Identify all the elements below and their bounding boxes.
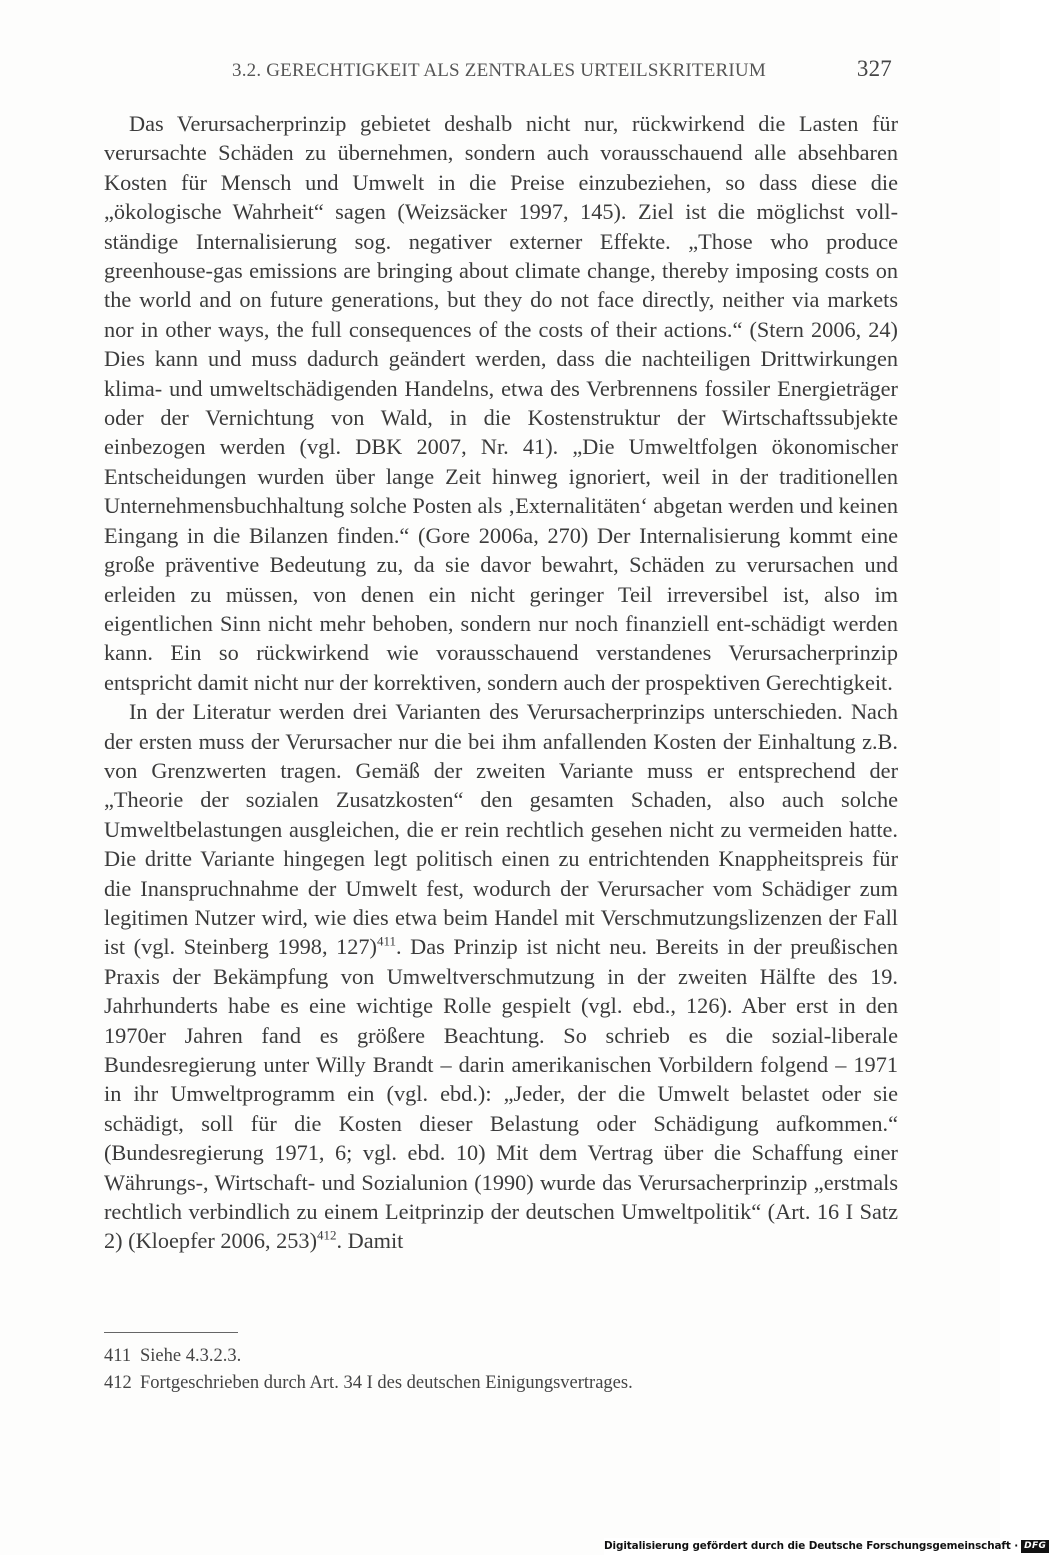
paragraph	[104, 109, 898, 697]
funding-notice	[604, 1538, 1047, 1555]
funding-text: Digitalisierung gefördert durch die Deutsche Forschungsgemeinschaft ·	[604, 1540, 1019, 1552]
paragraph-text: In der Literatur werden drei Varianten des Verursacherprinzips unterschieden. Nach der ersten muss der Verursacher nur die bei ihm anfallenden Kosten der Einhaltung z.B. von Grenzwerten tragen. Gemäß der zweiten Variante muss er entsprechend der „Theorie der sozialen Zusatzkosten“ den gesamten Schaden, also auch solche Umweltbelastungen ausgleichen, die er rein rechtlich gesehen nicht zu vermeiden hatte. Die dritte Variante hingegen legt politisch einen zu entrichtenden Knappheitspreis für die Inanspruchnahme der Umwelt fest, wodurch der Verursacher vom Schädiger zum legitimen Nutzer wird, wie dies etwa beim Handel mit Verschmutzungslizenzen der Fall ist (vgl. Steinberg 1998, 127)	[104, 699, 898, 960]
footnotes	[104, 1343, 898, 1397]
footnote	[104, 1370, 898, 1397]
paragraph-text: Das Verursacherprinzip gebietet deshalb nicht nur, rückwirkend die Lasten für verursachte Schäden zu übernehmen, sondern auch vorausschauend alle absehbaren Kosten für Mensch und Umwelt in die Preise einzubeziehen, so dass diese die „ökologische Wahrheit“ sagen (Weizsäcker 1997, 145). Ziel ist die möglichst vollständige Internalisierung sog. negativer externer Effekte. „Those who produce greenhouse-gas emissions are bringing about climate change, thereby imposing costs on the world and on future generations, but they do not face directly, neither via markets nor in other ways, the full consequences of the costs of their actions.“ (Stern 2006, 24) Dies kann und muss dadurch geändert werden, dass die nachteiligen Drittwirkungen klima- und umweltschädigenden Handelns, etwa des Verbrennens fossiler Energieträger oder der Vernichtung von Wald, in die Kostenstruktur der Wirtschaftssubjekte einbezogen werden (vgl. DBK 2007, Nr. 41). „Die Umweltfolgen ökonomischer Entscheidungen wurden über lange Zeit hinweg ignoriert, weil in der traditionellen Unternehmensbuchhaltung solche Posten als ‚Externalitäten‘ abgetan werden und keinen Eingang in die Bilanzen finden.“ (Gore 2006a, 270) Der Internalisierung kommt eine große präventive Bedeutung zu, da sie davor bewahrt, Schäden zu verursachen und erleiden zu müssen, von denen ein nicht geringer Teil irreversibel ist, also im eigentlichen Sinn nicht mehr behoben, sondern nur noch finanziell ent-schädigt werden kann. Ein so rückwirkend wie vorausschauend verstandenes Verursacherprinzip entspricht damit nicht nur der korrektiven, sondern auch der prospektiven Gerechtigkeit.	[104, 111, 898, 695]
paragraph-text: . Das Prinzip ist nicht neu. Bereits in der preußischen Praxis der Bekämpfung von Umweltverschmutzung in der zweiten Hälfte des 19. Jahrhunderts habe es eine wichtige Rolle gespielt (vgl. ebd., 126). Aber erst in den 1970er Jahren fand es größere Beachtung. So schrieb es die sozial-liberale Bundesregierung unter Willy Brandt – darin amerikanischen Vorbildern folgend – 1971 in ihr Umweltprogramm ein (vgl. ebd.): „Jeder, der die Umwelt belastet oder sie schädigt, soll für die Kosten dieser Belastung oder Schädigung aufkommen.“ (Bundesregierung 1971, 6; vgl. ebd. 10) Mit dem Vertrag über die Schaffung einer Währungs-, Wirtschaft- und Sozialunion (1990) wurde das Verursacherprinzip „erstmals rechtlich verbindlich zu einem Leitprinzip der deutschen Umweltpolitik“ (Art. 16 I Satz 2) (Kloepfer 2006, 253)	[104, 934, 898, 1254]
running-header	[232, 56, 892, 82]
footnote-text: Siehe 4.3.2.3.	[140, 1346, 242, 1366]
main-text	[104, 109, 898, 1256]
footnote-text: Fortgeschrieben durch Art. 34 I des deutschen Einigungsvertrages.	[140, 1373, 633, 1393]
footnote-reference[interactable]: 411	[376, 933, 396, 949]
running-title: 3.2. GERECHTIGKEIT ALS ZENTRALES URTEILSKRITERIUM	[232, 60, 766, 81]
page-number: 327	[856, 56, 892, 81]
paragraph	[104, 697, 898, 1256]
footnote	[104, 1343, 898, 1370]
footnote-number: 411	[104, 1346, 132, 1366]
footnote-divider	[104, 1332, 238, 1333]
dfg-logo-icon: DFG	[1021, 1540, 1049, 1553]
footnote-reference[interactable]: 412	[317, 1228, 337, 1244]
paragraph-text: . Damit	[336, 1228, 404, 1254]
footnote-number: 412	[104, 1373, 132, 1393]
